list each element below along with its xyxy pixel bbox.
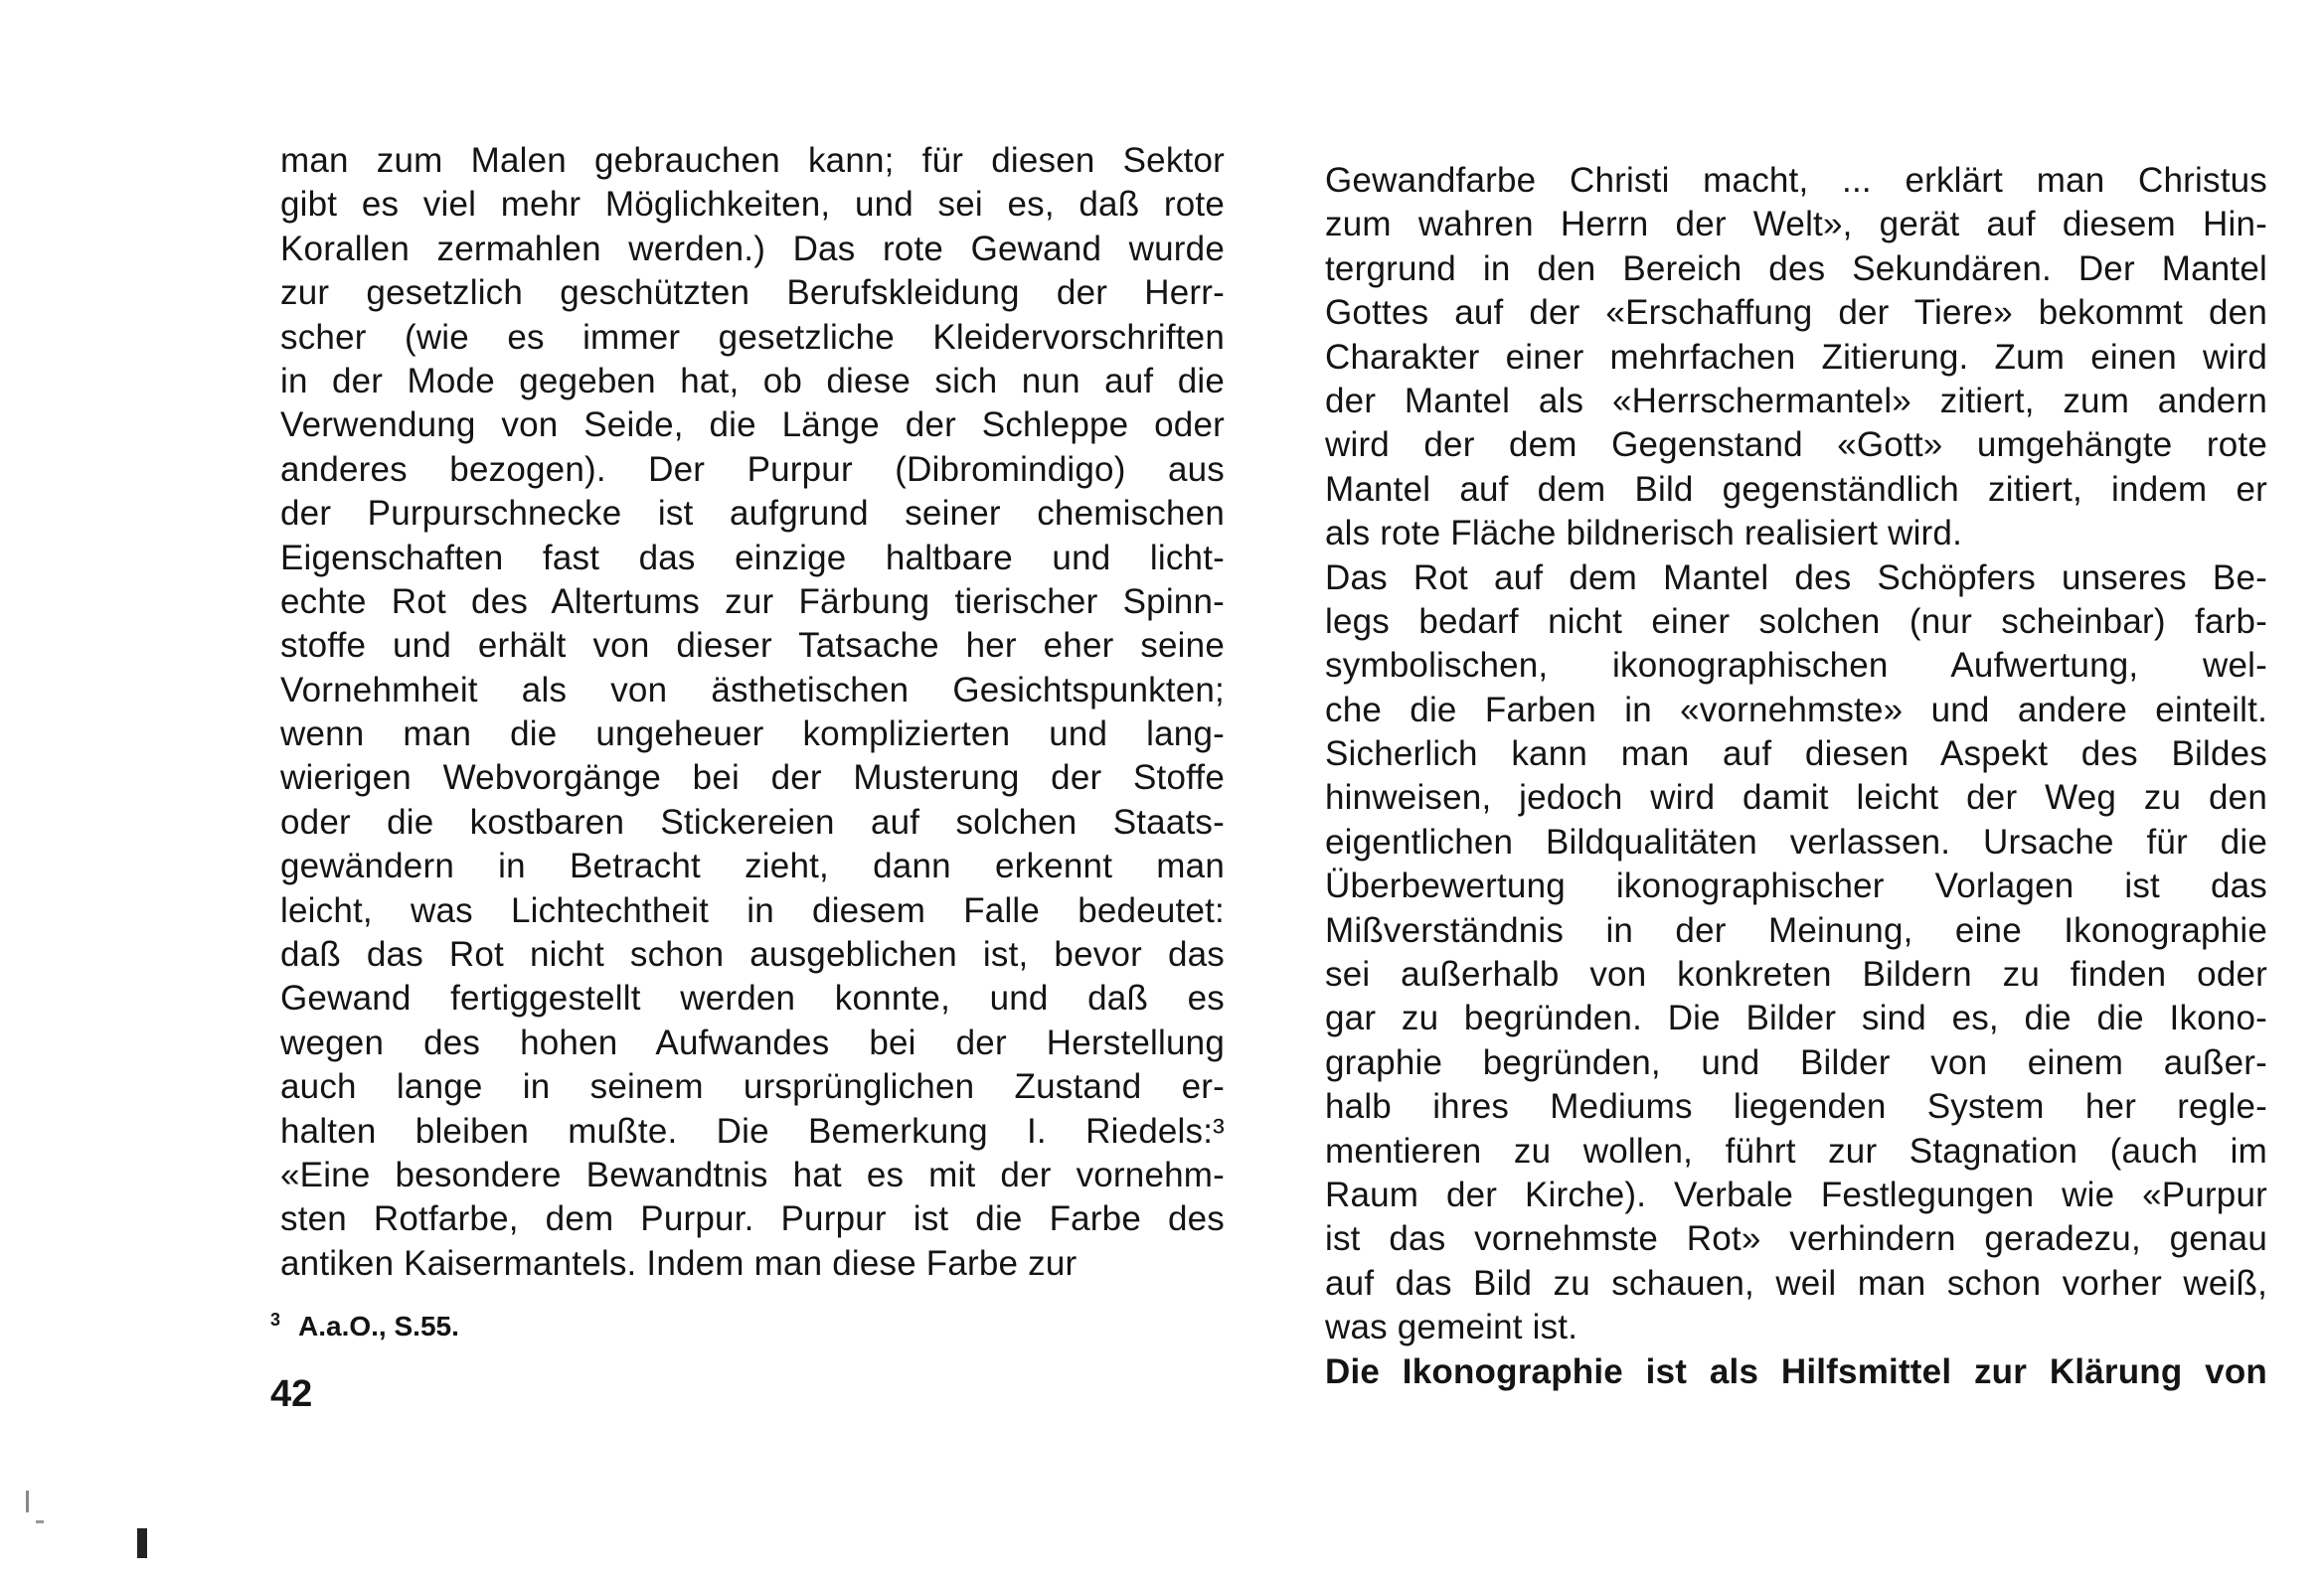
- text-line: als rote Fläche bildnerisch realisiert wird.: [1325, 514, 1962, 553]
- scan-artifact: [137, 1528, 147, 1558]
- text-line: «Eine besondere Bewandtnis hat es mit der vornehm-: [280, 1155, 1225, 1194]
- text-line: tergrund in den Bereich des Sekundären. Der Mantel: [1325, 248, 2267, 288]
- text-line: antiken Kaisermantels. Indem man diese Farbe zur: [280, 1243, 1078, 1283]
- text-line: Gottes auf der «Erschaffung der Tiere» bekommt den: [1325, 293, 2267, 333]
- text-line: zum wahren Herrn der Welt», gerät auf diesem Hin-: [1325, 205, 2267, 244]
- text-line: oder die kostbaren Stickereien auf solchen Staats-: [280, 802, 1225, 842]
- text-line: Die Ikonographie ist als Hilfsmittel zur Klärung von: [1325, 1351, 2267, 1391]
- text-line: Korallen zermahlen werden.) Das rote Gewand wurde: [280, 229, 1225, 268]
- text-line: der Mantel als «Herrschermantel» zitiert, zum andern: [1325, 381, 2267, 420]
- text-line: Charakter einer mehrfachen Zitierung. Zum einen wird: [1325, 337, 2267, 377]
- text-line: gibt es viel mehr Möglichkeiten, und sei es, daß rote: [280, 185, 1225, 225]
- text-line: wegen des hohen Aufwandes bei der Herstellung: [280, 1023, 1225, 1062]
- text-line: leicht, was Lichtechtheit in diesem Falle bedeutet:: [280, 890, 1225, 930]
- text-line: anderes bezogen). Der Purpur (Dibromindigo) aus: [280, 449, 1225, 489]
- text-line: Mantel auf dem Bild gegenständlich zitiert, indem er: [1325, 469, 2267, 509]
- text-line: sei außerhalb von konkreten Bildern zu finden oder: [1325, 955, 2267, 995]
- text-line: halten bleiben mußte. Die Bemerkung I. Riedels:³: [280, 1111, 1225, 1151]
- text-line: sten Rotfarbe, dem Purpur. Purpur ist die Farbe des: [280, 1199, 1225, 1239]
- text-line: auch lange in seinem ursprünglichen Zustand er-: [280, 1067, 1225, 1107]
- text-line: Gewandfarbe Christi macht, ... erklärt man Christus: [1325, 161, 2267, 200]
- text-line: che die Farben in «vornehmste» und andere einteilt.: [1325, 690, 2267, 729]
- text-line: Mißverständnis in der Meinung, eine Ikonographie: [1325, 910, 2267, 950]
- text-line: Überbewertung ikonographischer Vorlagen ist das: [1325, 867, 2267, 906]
- text-line: scher (wie es immer gesetzliche Kleidervorschriften: [280, 317, 1225, 357]
- text-line: mentieren zu wollen, führt zur Stagnation (auch im: [1325, 1131, 2267, 1171]
- text-line: symbolischen, ikonographischen Aufwertung, wel-: [1325, 646, 2267, 686]
- text-line: stoffe und erhält von dieser Tatsache her eher seine: [280, 626, 1225, 666]
- footnote-marker: 3: [270, 1310, 281, 1330]
- footnote: [270, 1310, 459, 1342]
- page-number: 42: [270, 1373, 313, 1415]
- text-line: daß das Rot nicht schon ausgeblichen ist, bevor das: [280, 935, 1225, 975]
- text-line: halb ihres Mediums liegenden System her regle-: [1325, 1087, 2267, 1127]
- text-line: zur gesetzlich geschützten Berufskleidung der Herr-: [280, 273, 1225, 313]
- text-line: was gemeint ist.: [1325, 1308, 1578, 1347]
- scan-artifact: [26, 1491, 29, 1512]
- text-line: graphie begründen, und Bilder von einem außer-: [1325, 1042, 2267, 1082]
- scan-artifact: [36, 1520, 44, 1523]
- footnote-text: A.a.O., S.55.: [298, 1311, 459, 1341]
- text-line: man zum Malen gebrauchen kann; für diesen Sektor: [280, 141, 1225, 180]
- left-page-body: [280, 139, 1225, 1286]
- text-line: legs bedarf nicht einer solchen (nur scheinbar) farb-: [1325, 601, 2267, 641]
- text-line: Sicherlich kann man auf diesen Aspekt des Bildes: [1325, 734, 2267, 774]
- text-line: Das Rot auf dem Mantel des Schöpfers unseres Be-: [1325, 557, 2267, 597]
- text-line: Verwendung von Seide, die Länge der Schleppe oder: [280, 405, 1225, 445]
- text-line: wird der dem Gegenstand «Gott» umgehängte rote: [1325, 425, 2267, 465]
- text-line: ist das vornehmste Rot» verhindern geradezu, genau: [1325, 1219, 2267, 1259]
- text-line: gar zu begründen. Die Bilder sind es, die die Ikono-: [1325, 999, 2267, 1038]
- text-line: auf das Bild zu schauen, weil man schon vorher weiß,: [1325, 1263, 2267, 1303]
- text-line: gewändern in Betracht zieht, dann erkennt man: [280, 847, 1225, 886]
- text-line: wierigen Webvorgänge bei der Musterung der Stoffe: [280, 758, 1225, 798]
- text-line: wenn man die ungeheuer komplizierten und lang-: [280, 714, 1225, 754]
- right-page-body: [1325, 159, 2267, 1394]
- text-line: Raum der Kirche). Verbale Festlegungen wie «Purpur: [1325, 1175, 2267, 1214]
- text-line: eigentlichen Bildqualitäten verlassen. Ursache für die: [1325, 822, 2267, 862]
- text-line: Gewand fertiggestellt werden konnte, und daß es: [280, 979, 1225, 1019]
- text-line: Vornehmheit als von ästhetischen Gesichtspunkten;: [280, 670, 1225, 710]
- text-line: in der Mode gegeben hat, ob diese sich nun auf die: [280, 361, 1225, 400]
- text-line: hinweisen, jedoch wird damit leicht der Weg zu den: [1325, 778, 2267, 818]
- text-line: der Purpurschnecke ist aufgrund seiner chemischen: [280, 494, 1225, 534]
- text-line: echte Rot des Altertums zur Färbung tierischer Spinn-: [280, 581, 1225, 621]
- text-line: Eigenschaften fast das einzige haltbare und licht-: [280, 538, 1225, 577]
